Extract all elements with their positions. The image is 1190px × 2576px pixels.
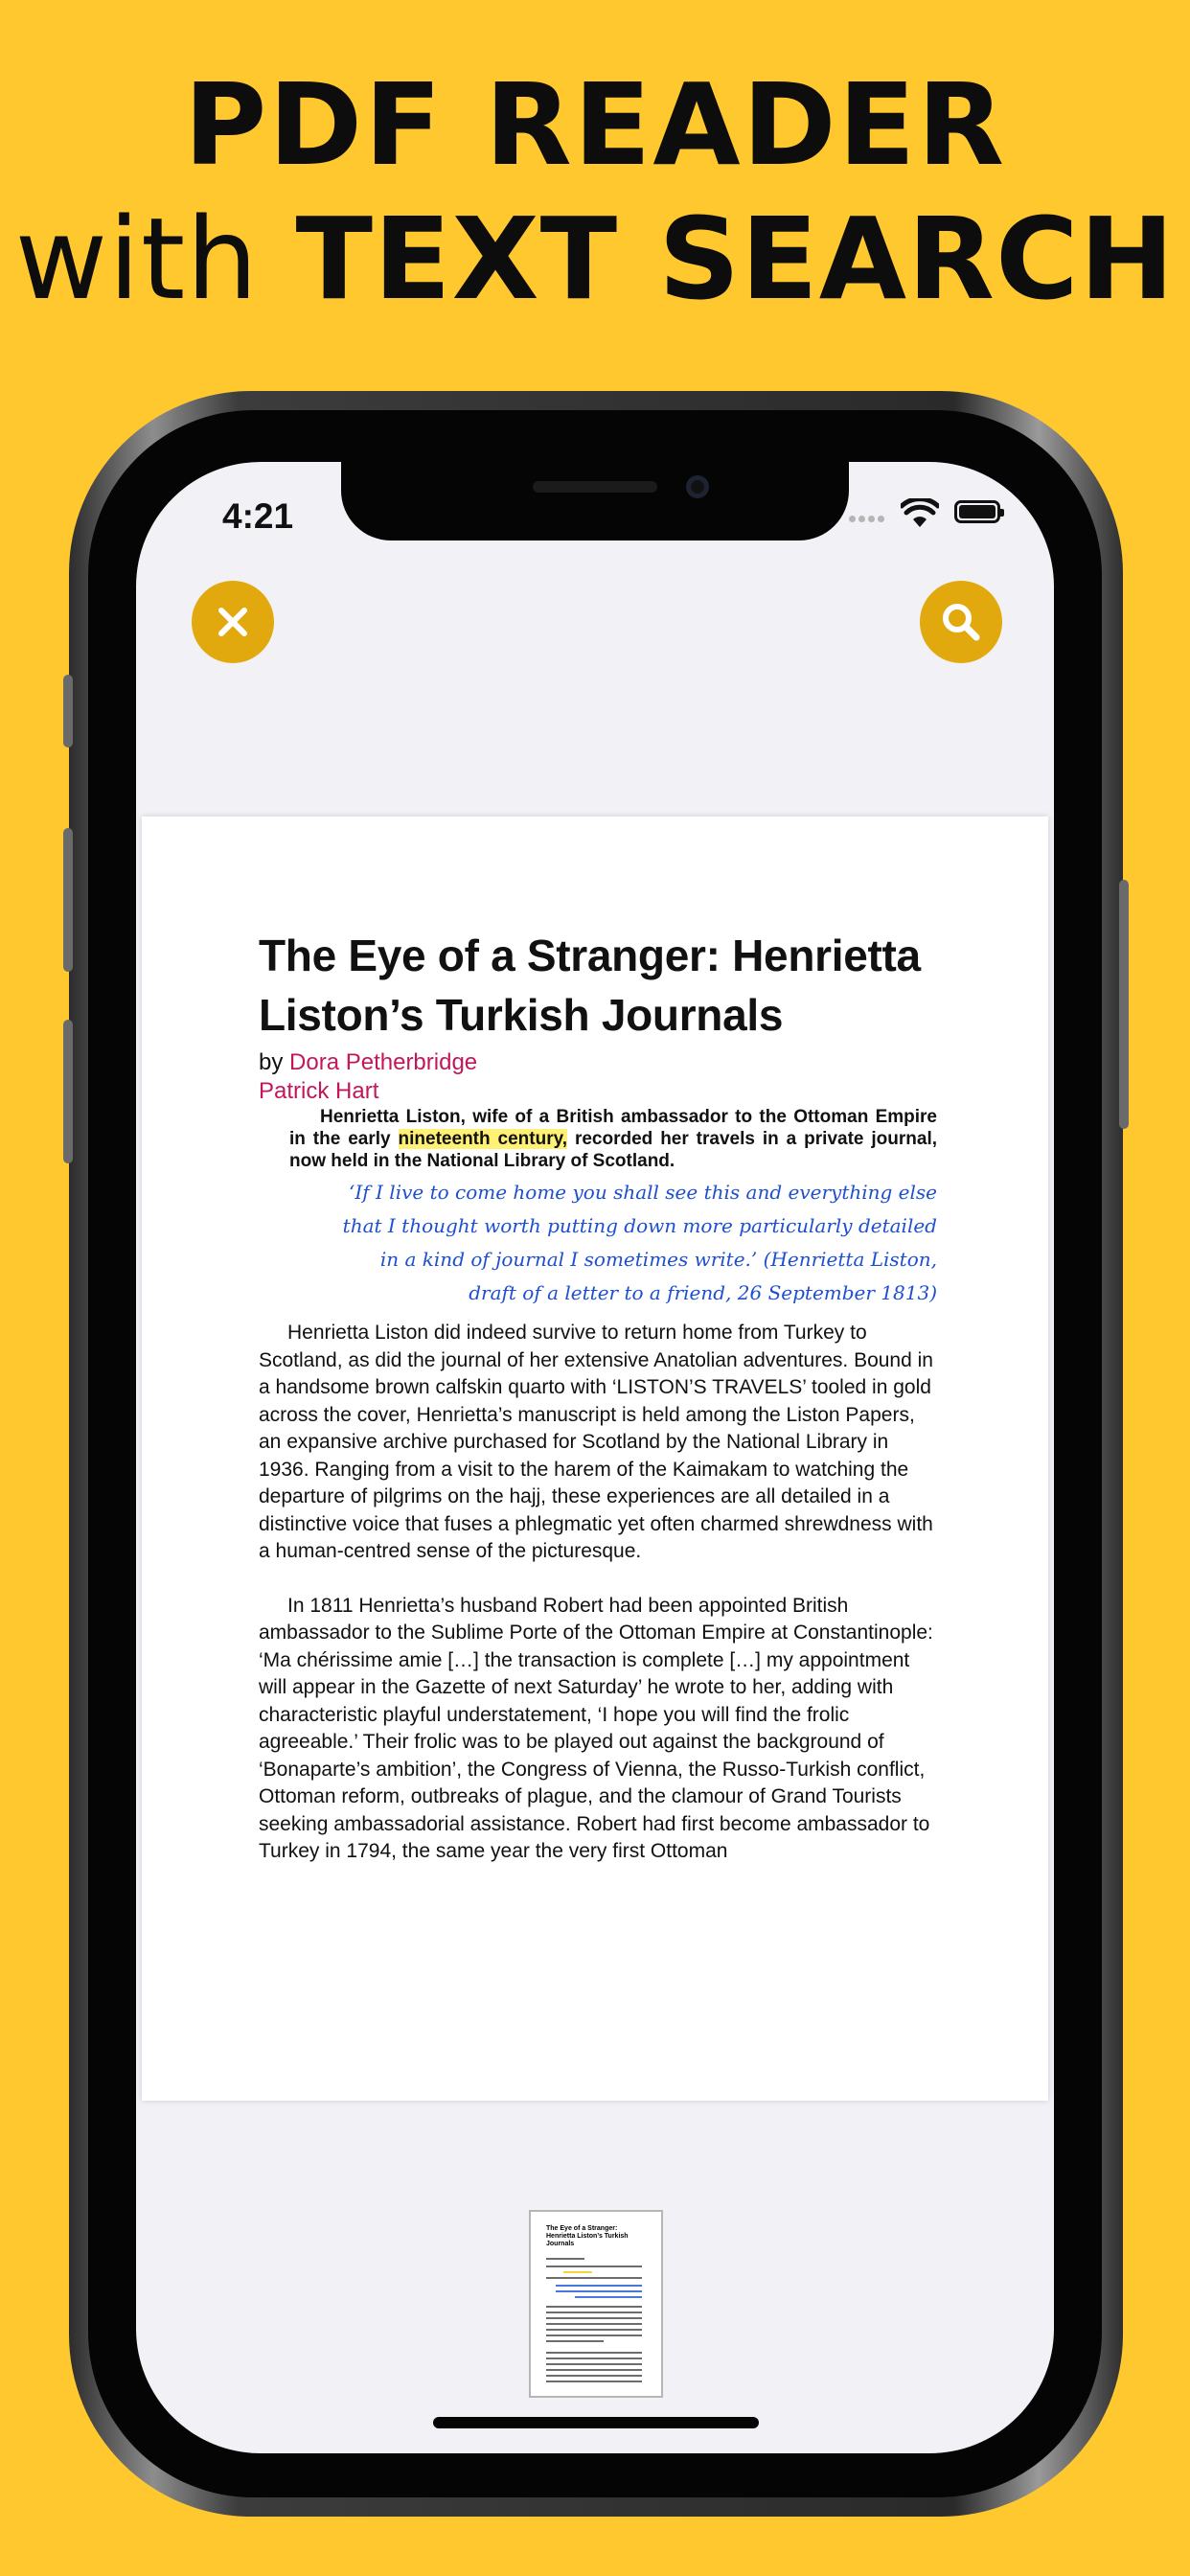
thumbnail-line bbox=[546, 2329, 642, 2331]
thumbnail-line bbox=[546, 2323, 642, 2325]
home-indicator[interactable] bbox=[433, 2417, 759, 2428]
search-icon bbox=[938, 599, 984, 645]
abstract-text-before: Henrietta Liston, wife of a British ambassador to the Ottoman Empire in the early bbox=[289, 1107, 937, 1149]
thumbnail-quote-line bbox=[556, 2285, 642, 2287]
thumbnail-line bbox=[546, 2380, 642, 2382]
wifi-icon bbox=[901, 498, 939, 529]
battery-icon bbox=[954, 500, 1000, 523]
status-time: 4:21 bbox=[222, 496, 294, 536]
pdf-page[interactable] bbox=[142, 816, 1048, 2101]
byline-prefix: by bbox=[259, 1049, 284, 1075]
thumbnail-line bbox=[546, 2266, 642, 2267]
thumbnail-line bbox=[546, 2334, 642, 2336]
thumbnail-title: The Eye of a Stranger: Henrietta Liston’s Turkish Journals bbox=[546, 2225, 629, 2247]
thumbnail-quote-line bbox=[575, 2296, 642, 2298]
front-camera bbox=[686, 475, 709, 498]
abstract-text-after: recorded her travels in a private journal, now held in the National Library of Scotland. bbox=[289, 1129, 938, 1171]
byline bbox=[259, 1048, 937, 1077]
close-icon bbox=[214, 603, 252, 641]
epigraph-quote: ‘If I live to come home you shall see this and everything else that I thought worth putting down more particularly detailed in a kind of journal I sometimes write.’ (Henrietta Liston, draft of a letter to a friend, 26 September 1813) bbox=[342, 1181, 937, 1304]
thumbnail-highlight bbox=[563, 2271, 592, 2273]
search-button[interactable] bbox=[920, 581, 1002, 663]
promo-headline bbox=[0, 58, 1190, 326]
headline-bold: TEXT SEARCH bbox=[295, 193, 1176, 325]
volume-down-button bbox=[63, 1020, 73, 1163]
thumbnail-quote-line bbox=[556, 2290, 642, 2292]
headline-line-2 bbox=[0, 192, 1190, 326]
thumbnail-line bbox=[546, 2317, 642, 2319]
document-title: The Eye of a Stranger: Henrietta Liston’s Turkish Journals bbox=[259, 931, 921, 1040]
speaker-grille bbox=[533, 481, 657, 493]
headline-line-1: PDF READER bbox=[183, 58, 1007, 191]
thumbnail-line bbox=[546, 2306, 642, 2308]
headline-prefix: with bbox=[14, 193, 260, 325]
thumbnail-line bbox=[546, 2358, 642, 2359]
page-thumbnail[interactable] bbox=[529, 2210, 663, 2398]
app-screen bbox=[136, 462, 1054, 2453]
thumbnail-line bbox=[546, 2363, 642, 2365]
thumbnail-line bbox=[546, 2277, 642, 2279]
thumbnail-line bbox=[546, 2340, 604, 2342]
cellular-signal-icon bbox=[849, 510, 887, 527]
search-result-highlight[interactable]: nineteenth century, bbox=[398, 1129, 568, 1149]
volume-up-button bbox=[63, 828, 73, 972]
body-paragraph-1: Henrietta Liston did indeed survive to return home from Turkey to Scotland, as did the journal of her extensive Anatolian adventures. Bound in a handsome brown calfskin quarto with ‘LISTON’S TRAVELS’ tooled in gold across the cover, Henrietta’s manuscript is held among the Liston Papers, an expansive archive purchased for Scotland by the National Library in 1936. Ranging from a visit to the harem of the Kaimakam to watching the departure of pilgrims on the hajj, these experiences are all detailed in a distinctive voice that fuses a phlegmatic yet often charmed shrewdness with a human-centred sense of the picturesque. bbox=[259, 1322, 933, 1562]
pdf-page-content bbox=[259, 926, 937, 1866]
abstract bbox=[289, 1106, 937, 1172]
mute-switch bbox=[63, 675, 73, 748]
thumbnail-line bbox=[546, 2352, 642, 2354]
thumbnail-line bbox=[546, 2258, 584, 2260]
thumbnail-line bbox=[546, 2375, 642, 2377]
close-button[interactable] bbox=[192, 581, 274, 663]
body-paragraph-2: In 1811 Henrietta’s husband Robert had been appointed British ambassador to the Sublime Porte of the Ottoman Empire at Constantinople: ‘Ma chérissime amie […] the transaction is complete […] my appointment will appear in the Gazette of next Saturday’ he wrote to her, adding with characteristic playful understatement, ‘I hope you will find the frolic agreeable.’ Their frolic was to be played out against the background of ‘Bonaparte’s ambition’, the Congress of Vienna, the Russo-Turkish conflict, Ottoman reform, outbreaks of plague, and the clamour of Grand Tourists seeking ambassadorial assistance. Robert had first become ambassador to Turkey in 1794, the same year the very first Ottoman bbox=[259, 1594, 933, 1862]
thumbnail-line bbox=[546, 2369, 642, 2371]
author-link-1[interactable]: Dora Petherbridge bbox=[289, 1049, 478, 1075]
thumbnail-line bbox=[546, 2312, 642, 2313]
power-button bbox=[1119, 880, 1129, 1129]
author-link-2[interactable]: Patrick Hart bbox=[259, 1078, 379, 1104]
notch bbox=[341, 462, 849, 540]
